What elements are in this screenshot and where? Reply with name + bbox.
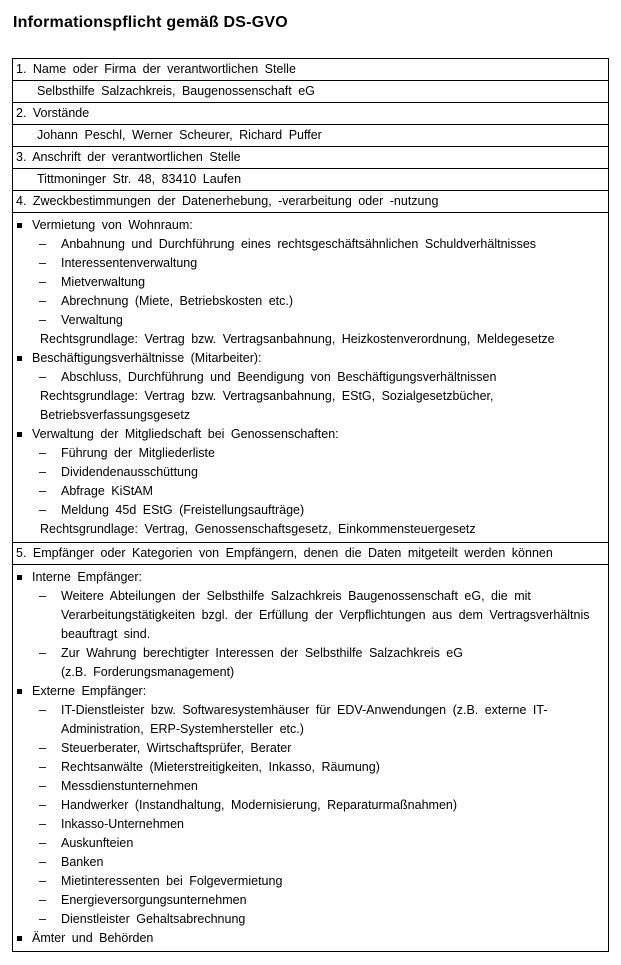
list-item: – Mietverwaltung	[13, 273, 608, 292]
section-1-heading: 1. Name oder Firma der verantwortlichen Stelle	[12, 59, 609, 81]
list-item-continued: Verarbeitungstätigkeiten bzgl. der Erfüllung der Verpflichtungen aus dem Vertragsverhältnis	[61, 608, 590, 622]
list-item: – Interessentenverwaltung	[13, 254, 608, 273]
list-item-continued: (z.B. Forderungsmanagement)	[61, 665, 235, 679]
recipients-internal: Interne Empfänger:	[13, 568, 608, 587]
purpose-group-membership: Verwaltung der Mitgliedschaft bei Genossenschaften:	[13, 425, 608, 444]
section-4-content	[12, 213, 609, 543]
list-item: – Meldung 45d EStG (Freistellungsaufträge)	[13, 501, 608, 520]
list-item: – Energieversorgungsunternehmen	[13, 891, 608, 910]
list-item: – Banken	[13, 853, 608, 872]
list-item: – Dienstleister Gehaltsabrechnung	[13, 910, 608, 929]
list-item: – IT-Dienstleister bzw. Softwaresystemhäuser für EDV-Anwendungen (z.B. externe IT-	[13, 701, 608, 720]
legal-basis-continued: Betriebsverfassungsgesetz	[40, 408, 191, 422]
list-item: – Anbahnung und Durchführung eines rechtsgeschäftsähnlichen Schuldverhältnisses	[13, 235, 608, 254]
list-item-continued: beauftragt sind.	[61, 627, 151, 641]
section-1-value: Selbsthilfe Salzachkreis, Baugenossenschaft eG	[12, 81, 609, 103]
recipients-external: Externe Empfänger:	[13, 682, 608, 701]
purpose-group-housing: Vermietung von Wohnraum:	[13, 216, 608, 235]
page-title: Informationspflicht gemäß DS-GVO	[13, 14, 288, 31]
list-item: – Mietinteressenten bei Folgevermietung	[13, 872, 608, 891]
list-item: – Steuerberater, Wirtschaftsprüfer, Berater	[13, 739, 608, 758]
section-2-value: Johann Peschl, Werner Scheurer, Richard Puffer	[12, 125, 609, 147]
list-item: – Abrechnung (Miete, Betriebskosten etc.)	[13, 292, 608, 311]
list-item: – Führung der Mitgliederliste	[13, 444, 608, 463]
recipients-authorities: Ämter und Behörden	[13, 929, 608, 948]
section-5-heading: 5. Empfänger oder Kategorien von Empfängern, denen die Daten mitgeteilt werden können	[12, 543, 609, 565]
list-item: – Weitere Abteilungen der Selbsthilfe Salzachkreis Baugenossenschaft eG, die mit	[13, 587, 608, 606]
list-item: – Handwerker (Instandhaltung, Modernisierung, Reparaturmaßnahmen)	[13, 796, 608, 815]
list-item: – Verwaltung	[13, 311, 608, 330]
info-table	[12, 58, 609, 952]
list-item: – Messdienstunternehmen	[13, 777, 608, 796]
legal-basis: Rechtsgrundlage: Vertrag bzw. Vertragsanbahnung, EStG, Sozialgesetzbücher,	[40, 389, 494, 403]
list-item: – Abschluss, Durchführung und Beendigung von Beschäftigungsverhältnissen	[13, 368, 608, 387]
list-item: – Dividendenausschüttung	[13, 463, 608, 482]
section-2-heading: 2. Vorstände	[12, 103, 609, 125]
list-item: – Inkasso-Unternehmen	[13, 815, 608, 834]
section-4-heading: 4. Zweckbestimmungen der Datenerhebung, -verarbeitung oder -nutzung	[12, 191, 609, 213]
legal-basis: Rechtsgrundlage: Vertrag bzw. Vertragsanbahnung, Heizkostenverordnung, Meldegesetze	[40, 332, 555, 346]
list-item: – Zur Wahrung berechtigter Interessen der Selbsthilfe Salzachkreis eG	[13, 644, 608, 663]
section-5-content	[12, 565, 609, 952]
list-item: – Rechtsanwälte (Mieterstreitigkeiten, Inkasso, Räumung)	[13, 758, 608, 777]
list-item-continued: Administration, ERP-Systemhersteller etc.)	[61, 722, 304, 736]
purpose-group-employment: Beschäftigungsverhältnisse (Mitarbeiter):	[13, 349, 608, 368]
section-3-heading: 3. Anschrift der verantwortlichen Stelle	[12, 147, 609, 169]
legal-basis: Rechtsgrundlage: Vertrag, Genossenschaftsgesetz, Einkommensteuergesetz	[40, 522, 476, 536]
section-3-value: Tittmoninger Str. 48, 83410 Laufen	[12, 169, 609, 191]
list-item: – Auskunfteien	[13, 834, 608, 853]
list-item: – Abfrage KiStAM	[13, 482, 608, 501]
